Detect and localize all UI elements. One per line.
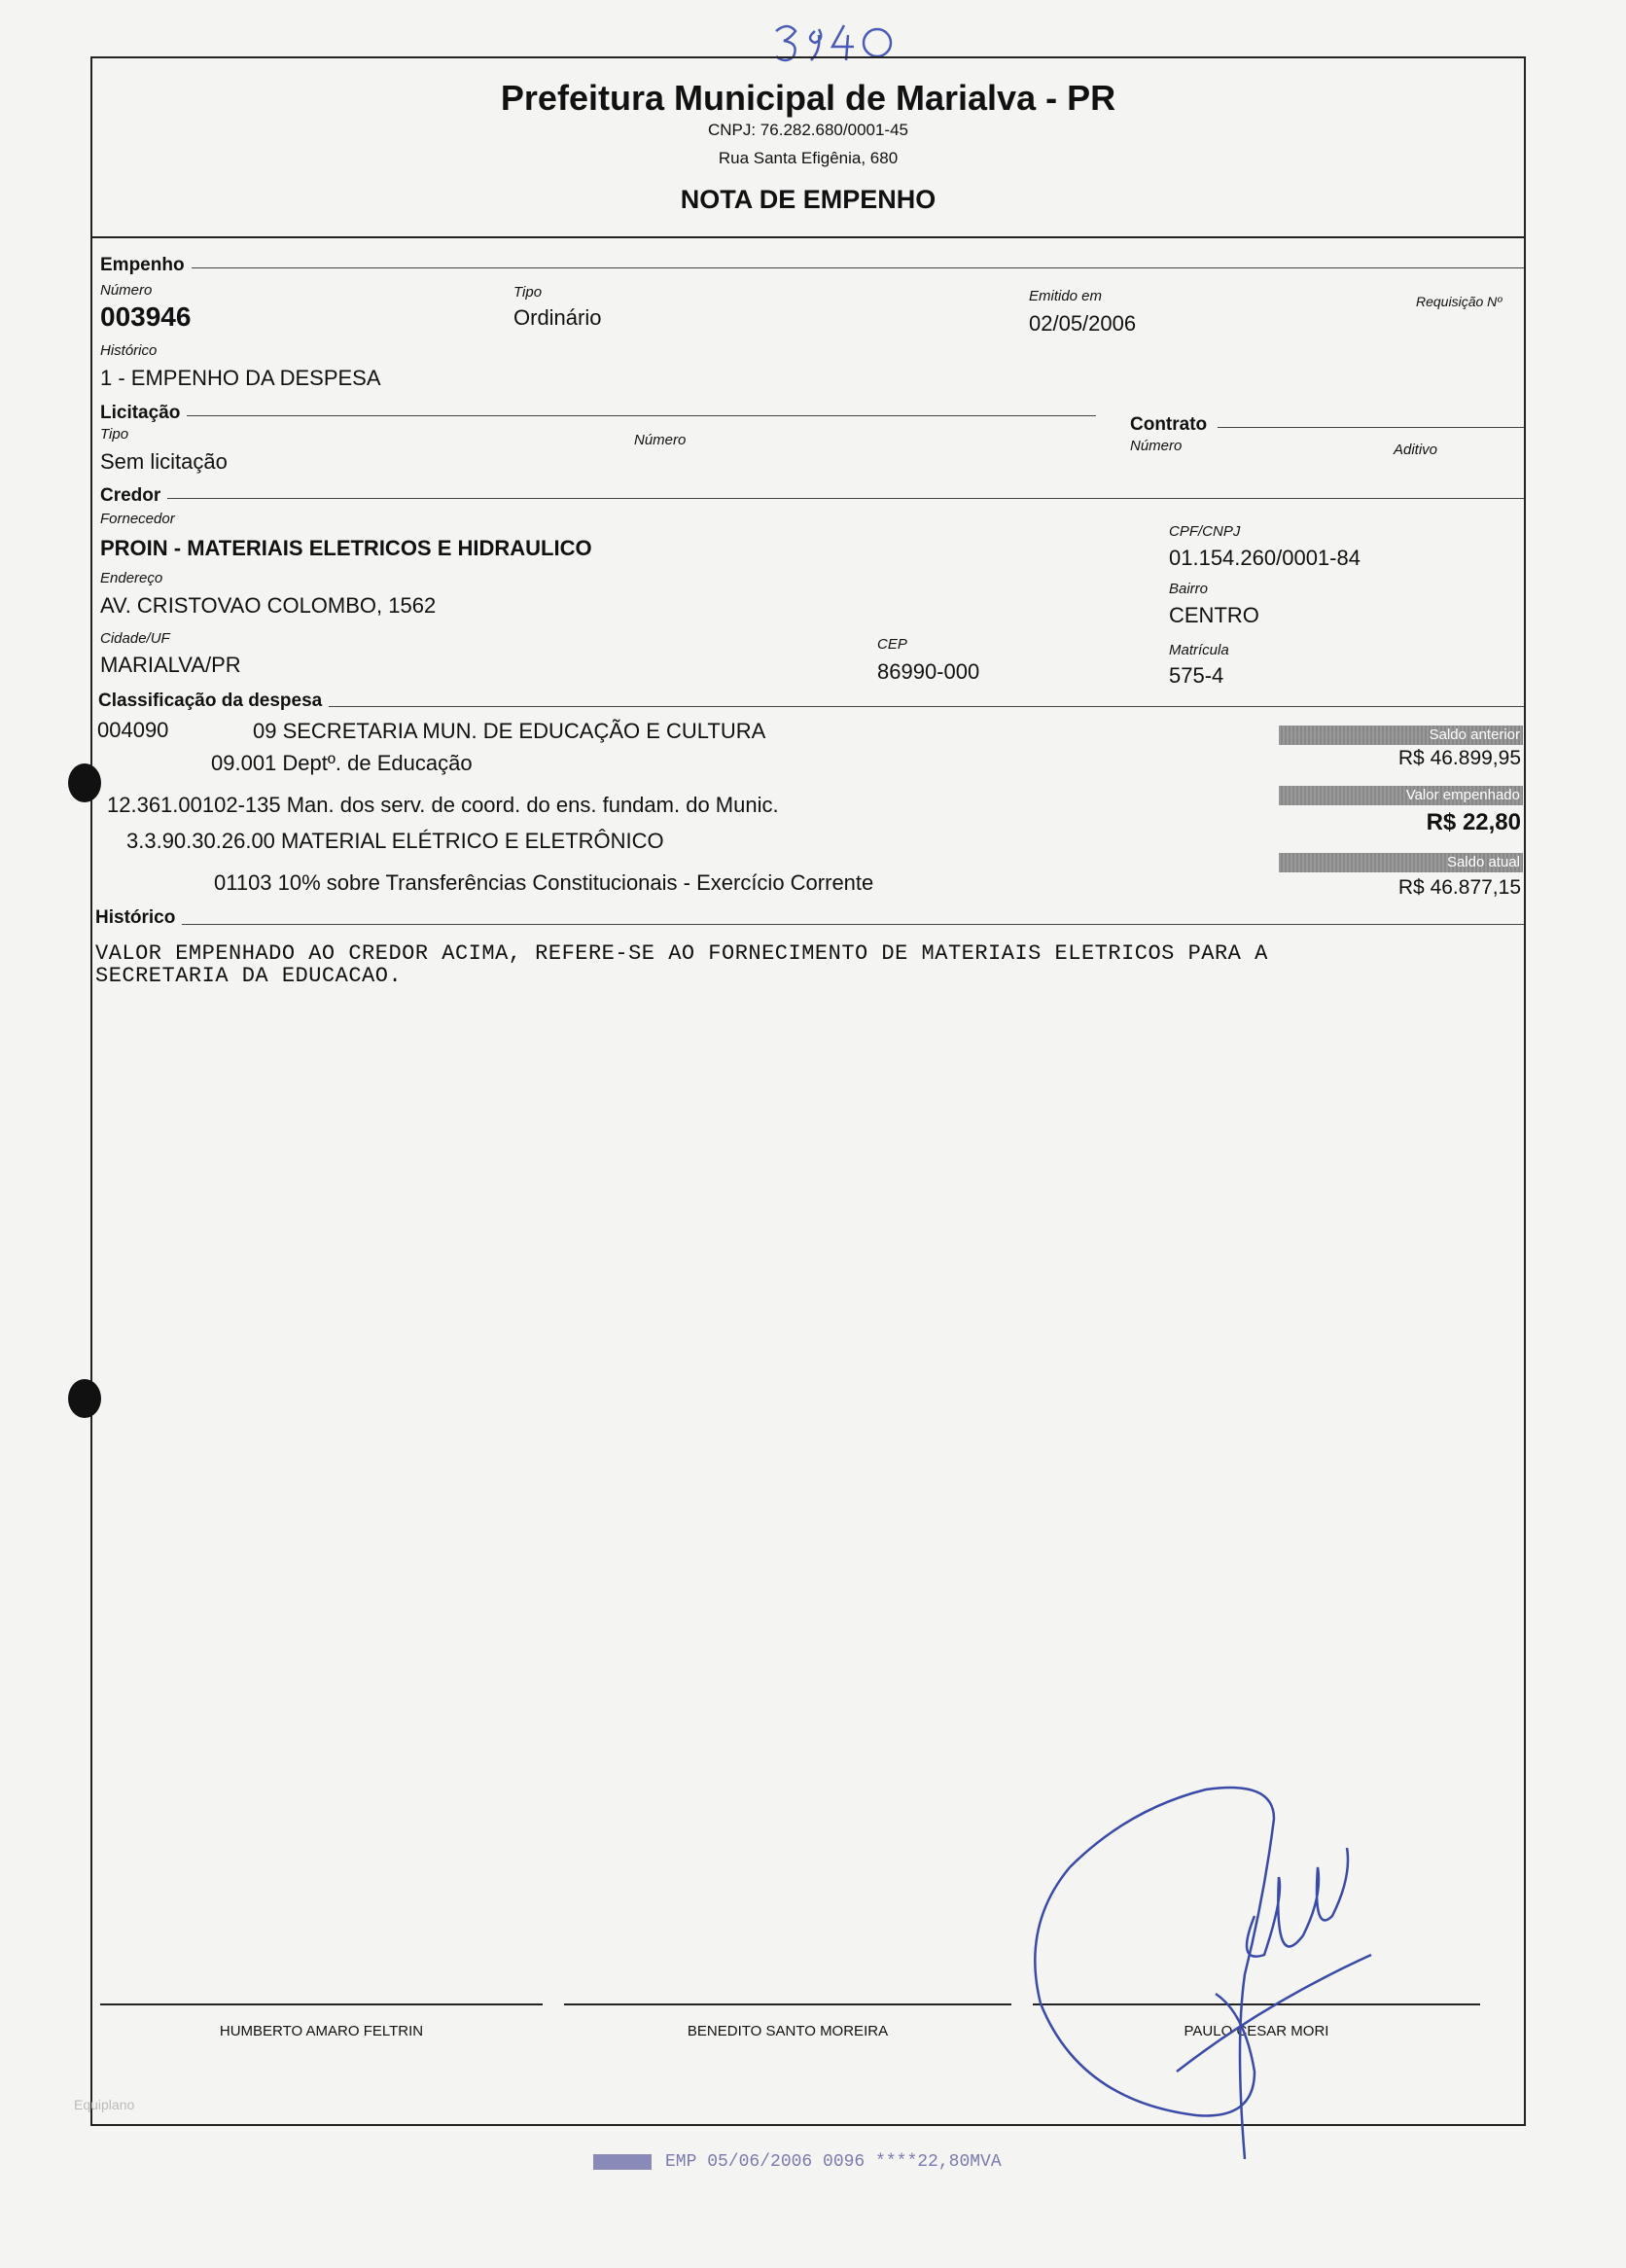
licitacao-rule xyxy=(187,415,1096,416)
classificacao-elemento: 3.3.90.30.26.00 MATERIAL ELÉTRICO E ELETRÔNICO xyxy=(126,829,664,853)
signature-name-2: BENEDITO SANTO MOREIRA xyxy=(687,2023,889,2039)
matricula: 575-4 xyxy=(1169,663,1224,688)
cidade: MARIALVA/PR xyxy=(100,653,241,677)
fornecedor-name: PROIN - MATERIAIS ELETRICOS E HIDRAULICO xyxy=(100,536,592,560)
empenho-historico: 1 - EMPENHO DA DESPESA xyxy=(100,366,381,390)
saldo-atual-value: R$ 46.877,15 xyxy=(1397,876,1521,899)
hole-punch-bottom xyxy=(68,1379,101,1418)
cnpj: CNPJ: 76.282.680/0001-45 xyxy=(707,121,909,139)
credor-rule xyxy=(167,498,1524,499)
historico-rule xyxy=(182,924,1524,925)
address: Rua Santa Efigênia, 680 xyxy=(718,149,899,167)
stamp-logo-icon xyxy=(593,2154,652,2170)
signature-name-3: PAULO CESAR MORI xyxy=(1184,2023,1329,2039)
page-title: Prefeitura Municipal de Marialva - PR xyxy=(500,78,1116,118)
doc-title: NOTA DE EMPENHO xyxy=(680,185,937,214)
bottom-stamp xyxy=(593,2152,1002,2172)
empenho-tipo: Ordinário xyxy=(513,305,602,330)
contrato-aditivo-label: Aditivo xyxy=(1394,442,1438,458)
footer-brand: Equiplano xyxy=(74,2097,135,2112)
historico-text-line1: VALOR EMPENHADO AO CREDOR ACIMA, REFERE-SE AO FORNECIMENTO DE MATERIAIS ELETRICOS PARA A xyxy=(95,941,1268,966)
empenho-section-label: Empenho xyxy=(100,255,185,275)
emitido-date: 02/05/2006 xyxy=(1029,311,1137,336)
bairro-label: Bairro xyxy=(1169,581,1209,597)
signature-line-2 xyxy=(564,2003,1011,2005)
signature-name-1: HUMBERTO AMARO FELTRIN xyxy=(219,2023,424,2039)
classificacao-unidade: 09.001 Deptº. de Educação xyxy=(211,751,473,775)
licitacao-tipo-label: Tipo xyxy=(100,426,129,443)
contrato-numero-label: Número xyxy=(1130,438,1183,454)
cep-label: CEP xyxy=(877,636,907,653)
licitacao-tipo: Sem licitação xyxy=(100,449,228,474)
endereco-label: Endereço xyxy=(100,570,163,586)
licitacao-numero-label: Número xyxy=(634,432,687,448)
emitido-label: Emitido em xyxy=(1029,288,1103,304)
saldo-anterior-value: R$ 46.899,95 xyxy=(1397,747,1521,769)
historico-section-label: Histórico xyxy=(95,907,176,928)
classificacao-code: 004090 xyxy=(97,718,169,742)
cidade-label: Cidade/UF xyxy=(100,630,170,647)
empenho-numero-label: Número xyxy=(100,282,153,299)
classificacao-funcional: 12.361.00102-135 Man. dos serv. de coord. do ens. fundam. do Munic. xyxy=(107,793,779,817)
hole-punch-top xyxy=(68,763,101,802)
handwritten-signature xyxy=(1011,1751,1420,2159)
requisicao-label: Requisição Nº xyxy=(1416,294,1502,309)
historico-text-line2: SECRETARIA DA EDUCACAO. xyxy=(95,964,403,988)
saldo-anterior-label: Saldo anterior xyxy=(1279,726,1523,745)
licitacao-section-label: Licitação xyxy=(100,403,181,423)
header-divider xyxy=(90,236,1526,238)
classificacao-section-label: Classificação da despesa xyxy=(98,691,323,711)
cep: 86990-000 xyxy=(877,659,980,684)
valor-empenhado-label: Valor empenhado xyxy=(1279,786,1523,805)
contrato-rule xyxy=(1218,427,1524,428)
empenho-historico-label: Histórico xyxy=(100,342,158,359)
classificacao-orgao: 09 SECRETARIA MUN. DE EDUCAÇÃO E CULTURA xyxy=(253,719,766,743)
signature-line-1 xyxy=(100,2003,543,2005)
empenho-rule xyxy=(192,267,1524,268)
stamp-text: EMP 05/06/2006 0096 ****22,80MVA xyxy=(665,2152,1002,2172)
fornecedor-label: Fornecedor xyxy=(100,511,175,527)
credor-section-label: Credor xyxy=(100,485,161,506)
bairro: CENTRO xyxy=(1169,603,1259,627)
valor-empenhado-value: R$ 22,80 xyxy=(1426,809,1521,835)
classificacao-rule xyxy=(329,706,1524,707)
classificacao-recurso: 01103 10% sobre Transferências Constitucionais - Exercício Corrente xyxy=(214,870,874,895)
cpf-cnpj: 01.154.260/0001-84 xyxy=(1169,546,1361,570)
empenho-numero: 003946 xyxy=(100,301,192,332)
matricula-label: Matrícula xyxy=(1169,642,1229,658)
saldo-atual-label: Saldo atual xyxy=(1279,853,1523,872)
empenho-tipo-label: Tipo xyxy=(513,284,543,301)
contrato-section-label: Contrato xyxy=(1130,414,1208,435)
endereco: AV. CRISTOVAO COLOMBO, 1562 xyxy=(100,593,437,618)
cpf-cnpj-label: CPF/CNPJ xyxy=(1169,523,1241,540)
